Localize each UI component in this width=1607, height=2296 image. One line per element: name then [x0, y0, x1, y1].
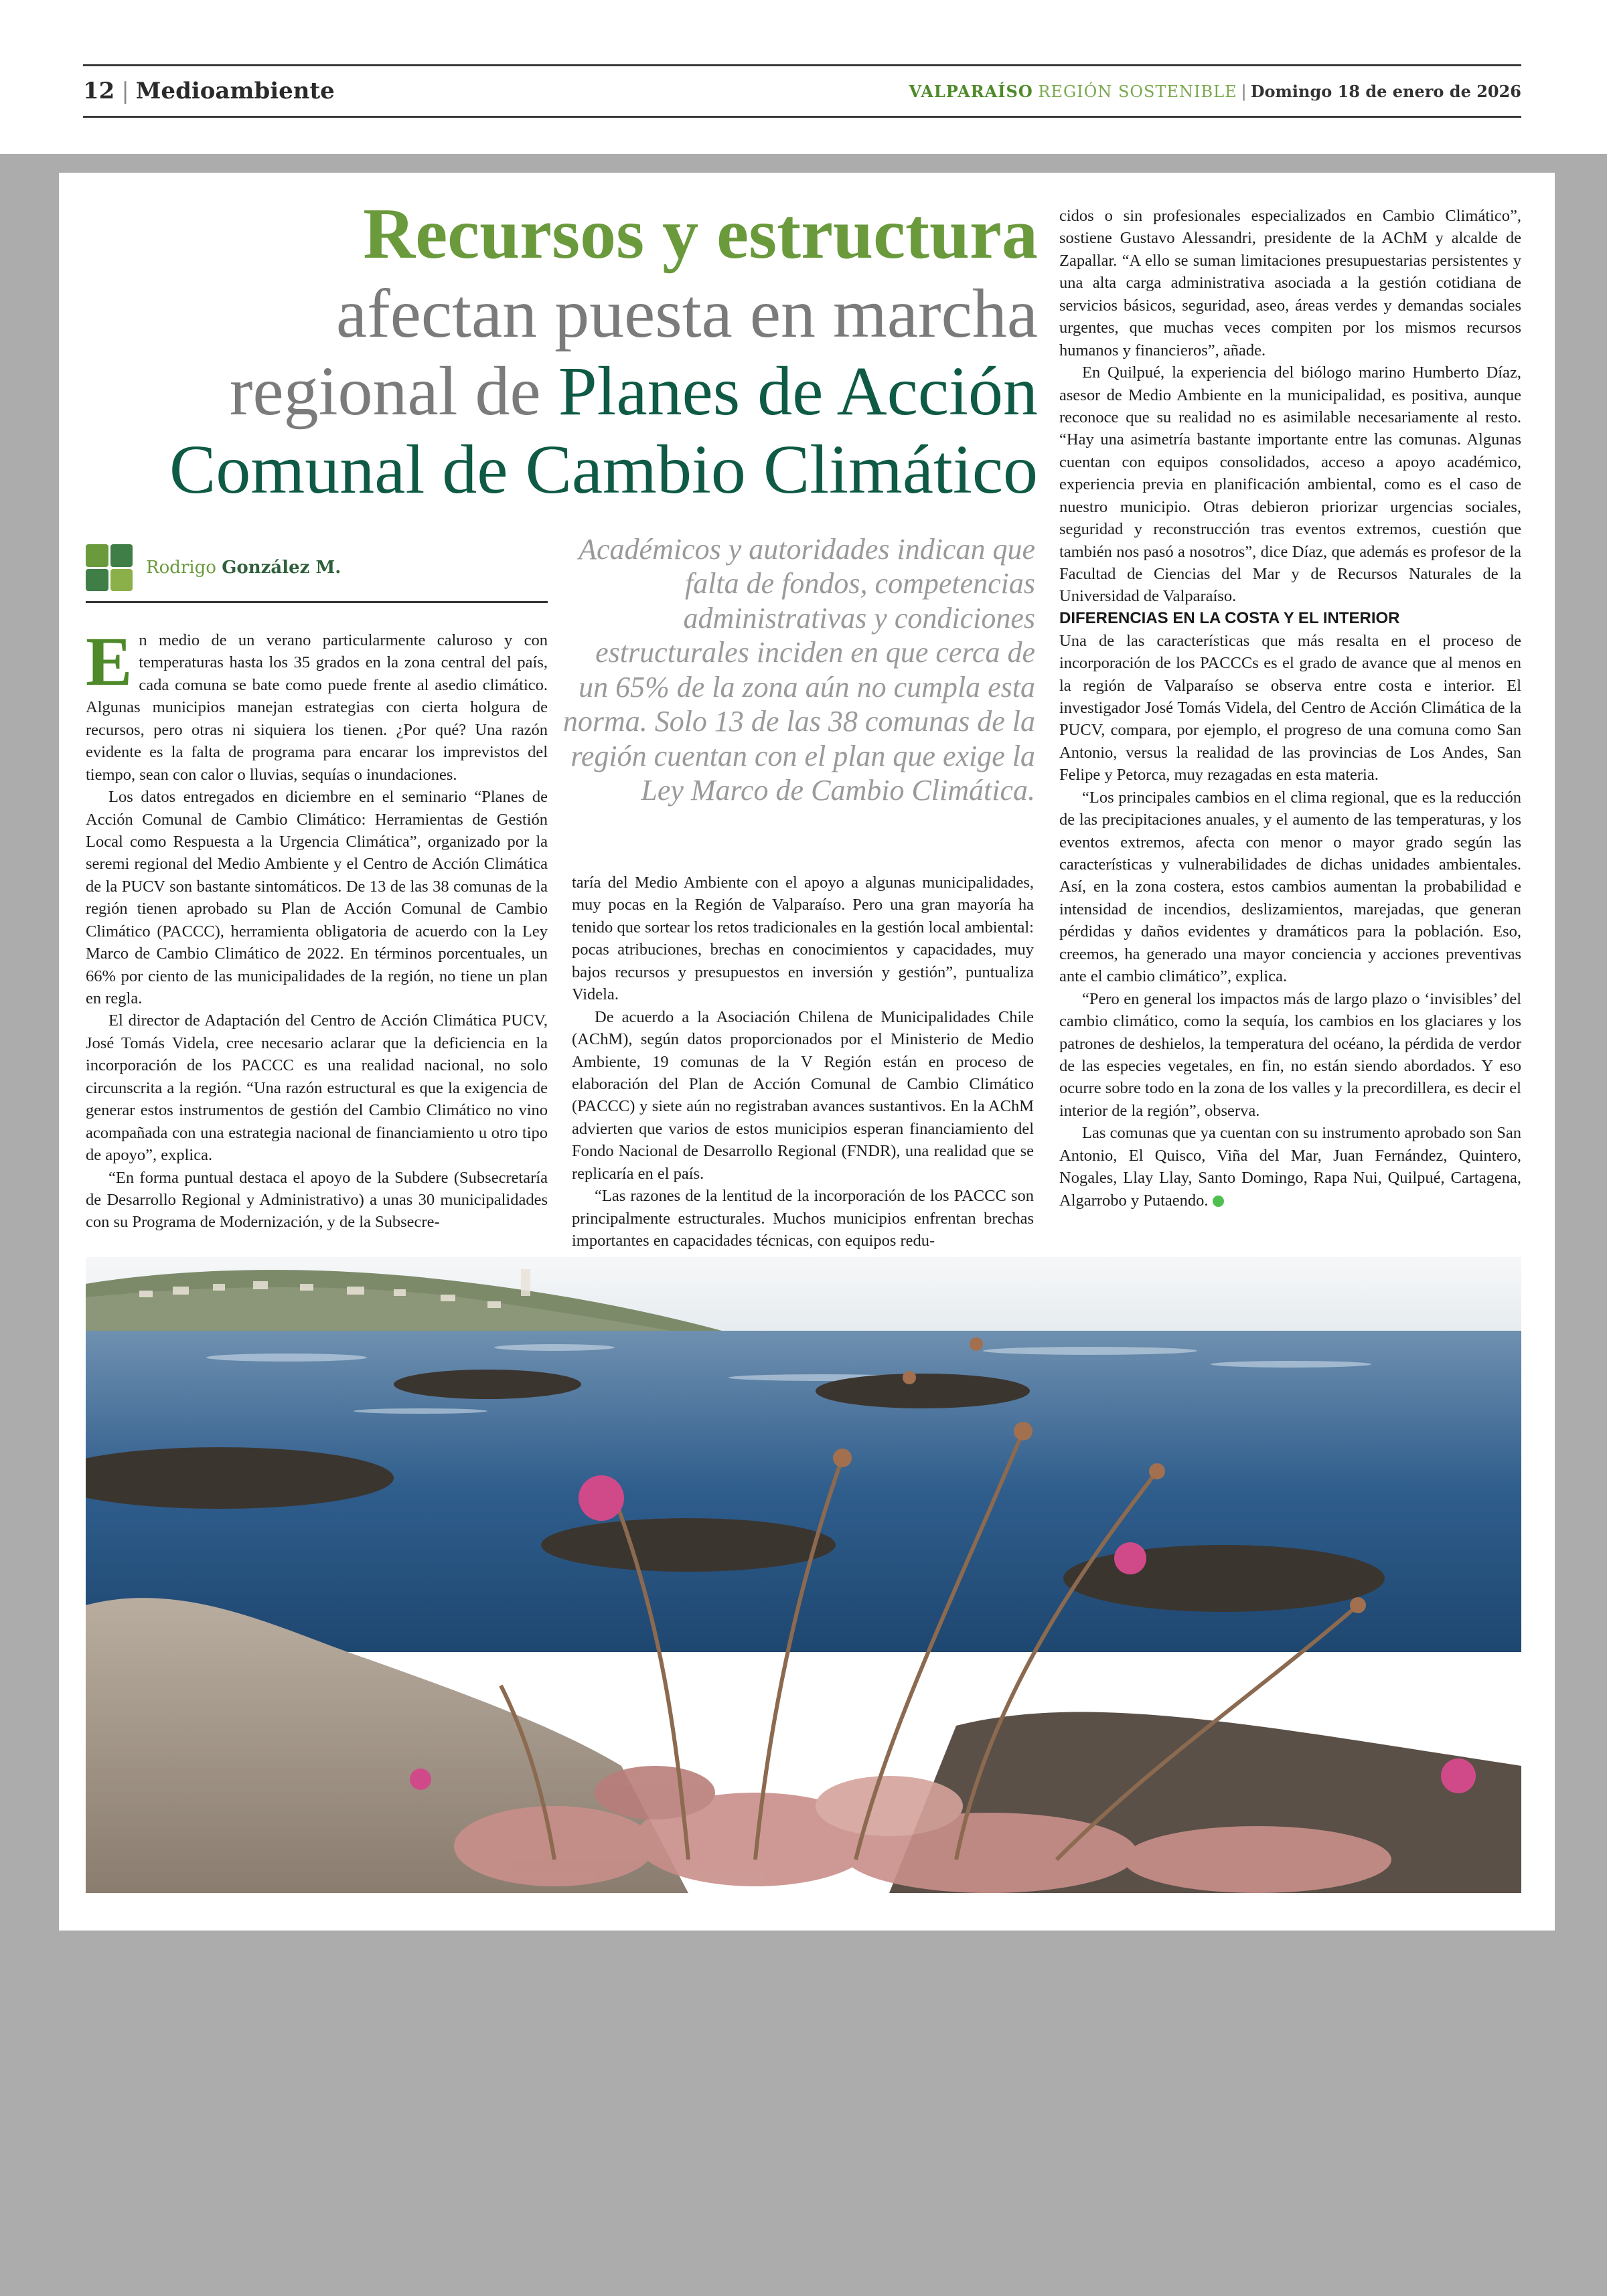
byline [86, 534, 548, 603]
drop-cap: E [86, 623, 133, 700]
section-name: Medioambiente [135, 78, 335, 104]
subheadline: Académicos y autoridades indican que falta de fondos, competencias administrativas y condiciones estructurales inciden en que cerca de un 65% de la zona aún no cumpla esta norma. Solo 13 de las 38 comunas de la región cuentan con el plan que exige la Ley Marco de Cambio Climática. [562, 533, 1035, 807]
paragraph-text: Las comunas que ya cuentan con su instrumento aprobado son San Antonio, El Quisco, Viña del Mar, Juan Fernández, Quintero, Nogales, Llay Llay, Santo Domingo, Rapa Nui, Quilpué, Cartagena, Algarrobo y Putaendo. [1059, 1124, 1521, 1210]
section-logo-icon [86, 544, 133, 591]
paragraph: De acuerdo a la Asociación Chilena de Municipalidades Chile (AChM), según datos proporcionados por el Ministerio de Medio Ambiente, 19 comunas de la V Región están en proceso de elaboración del Plan de Acción Comunal de Cambio Climático (PACCC) y siete aún no registraban avances sustantivos. En la AChM advierten que varios de estos municipios esperan financiamiento del Fondo Nacional de Desarrollo Regional (FNDR), una realidad que se replicaría en el país. [572, 1007, 1034, 1183]
page-number: 12 [83, 78, 115, 104]
paragraph: cidos o sin profesionales especializados en Cambio Climático”, sostiene Gustavo Alessandri, presidente de la AChM y alcalde de Zapallar. “A ello se suman limitaciones presupuestarias persistentes y una alta carga administrativa asociada a la gestión cotidiana de servicios básicos, seguridad, aseo, áreas verdes y demandas sociales urgentes, que muchas veces compiten por los mismos recursos humanos y financieros”, añade. [1059, 207, 1521, 359]
section-subtitle: DIFERENCIAS EN LA COSTA Y EL INTERIOR [1059, 608, 1400, 627]
paragraph: “Pero en general los impactos más de largo plazo o ‘invisibles’ del cambio climático, como la sequía, los cambios en los glaciares y los patrones de deshielos, la temperatura del océano, la pérdida de verdor de las especies vegetales, en fin, no están siendo abordados. Y eso ocurre sobre todo en la zona de los valles y la precordillera, es decir el interior de la región”, observa. [1059, 989, 1521, 1120]
coastal-photo-illustration [86, 1257, 1521, 1893]
paragraph: “Las razones de la lentitud de la incorporación de los PACCC son principalmente estructurales. Muchos municipios enfrentan brechas importantes en capacidades técnicas, con equipos redu- [572, 1187, 1034, 1250]
paragraph-text: n medio de un verano particularmente caluroso y con temperaturas hasta los 35 grados en la zona central del país, cada comuna se bate como puede frente al asedio climático. Algunas municipios manejan estrategias con cierta holgura de recursos, pero otras ni siquiera los tienen. ¿Por qué? Una razón evidente es la falta de programa para encarar los imprevistos del tiempo, sean con calor o lluvias, sequías o inundaciones. [86, 631, 548, 784]
paragraph: “En forma puntual destaca el apoyo de la Subdere (Subsecretaría de Desarrollo Regional y Administrativo) a unas 30 municipalidades con su Programa de Modernización, y de la Subsecre- [86, 1168, 548, 1232]
issue-date: Domingo 18 de enero de 2026 [1250, 81, 1521, 101]
author-last-name: González M. [222, 558, 341, 578]
page-header [83, 64, 1521, 118]
paragraph: Los datos entregados en diciembre en el seminario “Planes de Acción Comunal de Cambio Climático: Herramientas de Gestión Local como Respuesta a la Urgencia Climática”, organizado por la seremi regional del Medio Ambiente y el Centro de Acción Climática de la PUCV son bastante sintomáticos. De 13 de las 38 comunas de la región tienen aprobado su Plan de Acción Comunal de Cambio Climático (PACCC), herramienta obligatoria de acuerdo con la Ley Marco de Cambio Climático de 2022. En términos porcentuales, un 66% por ciento de las municipalidades de la región, no tiene un plan en regla. [86, 788, 548, 1007]
article-column-3 [1059, 205, 1521, 1212]
paragraph [86, 623, 548, 786]
headline-line-3 [114, 353, 1038, 430]
author-first-name: Rodrigo [146, 558, 216, 578]
brand-subtitle: REGIÓN SOSTENIBLE [1038, 82, 1237, 101]
brand-name: VALPARAÍSO [909, 81, 1033, 101]
article-column-2 [572, 872, 1034, 1252]
paragraph: taría del Medio Ambiente con el apoyo a algunas municipalidades, muy pocas en la Región de Valparaíso. Pero una gran mayoría ha tenido que sortear los retos tradicionales en la gestión local ambiental: pocas atribuciones, brechas en conocimientos y capacidades, muy bajos recursos y presupuestos en inversión y gestión”, puntualiza Videla. [572, 874, 1034, 1004]
headline [114, 194, 1038, 509]
paragraph: El director de Adaptación del Centro de Acción Climática PUCV, José Tomás Videla, cree necesario aclarar que la deficiencia en la incorporación de los PACCC es una realidad nacional, no solo circunscrita a la región. “Una razón estructural es que la exigencia de generar estos instrumentos de gestión del Cambio Climático no vino acompañada con una estrategia nacional de financiamiento u otro tipo de apoyo”, explica. [86, 1011, 548, 1165]
article-column-1 [86, 623, 548, 1234]
masthead-info: VALPARAÍSO REGIÓN SOSTENIBLE | Domingo 18 de enero de 2026 [909, 81, 1521, 101]
headline-line-3-green: Planes de Acción [558, 353, 1038, 430]
paragraph: En Quilpué, la experiencia del biólogo marino Humberto Díaz, asesor de Medio Ambiente en la municipalidad, es positiva, aunque reconoce que su realidad no es asimilable necesariamente al resto. “Hay una asimetría bastante importante entre las comunas. Algunas cuentan con equipos consolidados, acceso a apoyo académico, experiencia previa en planificación ambiental, como es el caso de nuestro municipio. Otras debieron priorizar urgencias sociales, seguridad y reconstrucción tras eventos extremos, cuestión que también nos pasó a nosotros”, dice Díaz, que además es profesor de la Facultad de Ciencias del Mar y de Recursos Naturales de la Universidad de Valparaíso. [1059, 363, 1521, 606]
paragraph [1059, 1122, 1521, 1212]
author-name [146, 558, 341, 578]
headline-line-1: Recursos y estructura [363, 194, 1038, 274]
end-mark-icon [1213, 1196, 1224, 1207]
paragraph: Una de las características que más resalta en el proceso de incorporación de los PACCCs es el grado de avance que al menos en la región de Valparaíso se observa entre costa e interior. El investigador José Tomás Videla, del Centro de Acción Climática de la PUCV, compara, por ejemplo, el progreso de una comuna como San Antonio, versus la realidad de las provincias de Los Andes, San Felipe y Petorca, muy rezagadas en esta materia. [1059, 631, 1521, 785]
headline-line-4: Comunal de Cambio Climático [169, 430, 1038, 508]
headline-line-2: afectan puesta en marcha [335, 274, 1038, 352]
coastal-photo [86, 1257, 1521, 1893]
headline-line-3-gray: regional de [229, 353, 541, 430]
section-label: 12 | Medioambiente [83, 78, 335, 104]
paragraph: “Los principales cambios en el clima regional, que es la reducción de las precipitaciones anuales, y el aumento de las temperaturas, y los eventos extremos, afecta con menor o mayor grado según las características y vulnerabilidades de dichas unidades ambientales. Así, en la zona costera, estos cambios aumentan la probabilidad e intensidad de incendios, deslizamientos, marejadas, que generan pérdidas y daños evidentes y dramáticos para la población. Eso, creemos, ha generado una mayor conciencia y acciones preventivas ante el cambio climático”, explica. [1059, 788, 1521, 986]
